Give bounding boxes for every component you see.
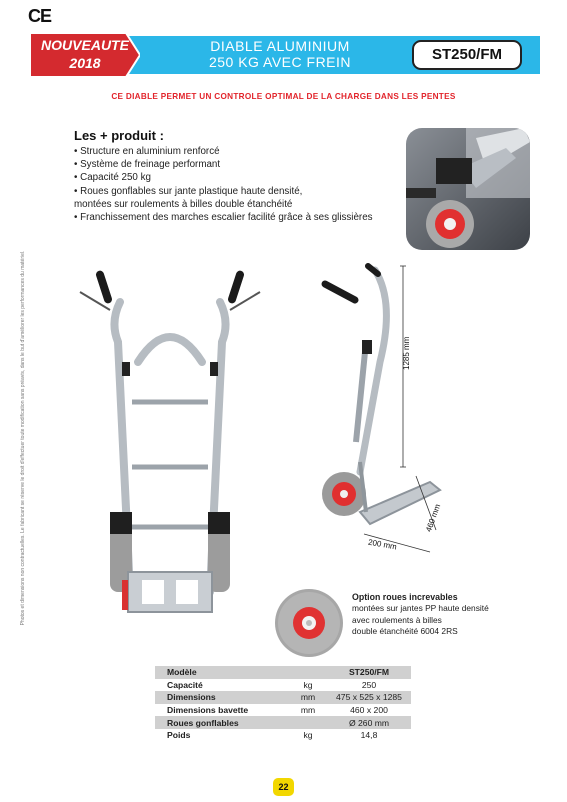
- table-cell: mm: [289, 691, 327, 704]
- feature-item: • Système de freinage performant: [74, 159, 221, 171]
- table-cell: Poids: [155, 729, 289, 742]
- table-cell: Dimensions bavette: [155, 704, 289, 717]
- table-cell: 250: [327, 679, 411, 692]
- features-title: Les + produit :: [74, 128, 164, 143]
- dimension-width-label: 200 mm: [367, 537, 398, 552]
- title-line2: 250 KG AVEC FREIN: [208, 54, 352, 70]
- table-cell: ST250/FM: [327, 666, 411, 679]
- table-cell: 475 x 525 x 1285: [327, 691, 411, 704]
- dimension-depth-label: 460 mm: [424, 502, 443, 534]
- table-cell: Ø 260 mm: [327, 716, 411, 729]
- model-box: ST250/FM: [412, 40, 522, 70]
- table-cell: Modèle: [155, 666, 289, 679]
- table-row: [155, 691, 411, 704]
- table-cell: kg: [289, 679, 327, 692]
- nouveaute-badge: [30, 33, 140, 77]
- subtitle: CE DIABLE PERMET UN CONTROLE OPTIMAL DE LA CHARGE DANS LES PENTES: [111, 92, 456, 101]
- ce-mark: CE: [28, 6, 52, 26]
- badge-line1: NOUVEAUTE: [41, 37, 129, 53]
- table-cell: kg: [289, 729, 327, 742]
- feature-item: • Capacité 250 kg: [74, 172, 151, 184]
- disclaimer-text: Photos et dimensions non contractuelles. Le fabricant se réserve le droit d'effectuer toute modification sans préavis, dans le but d'améliorer les performances du matériel.: [20, 250, 26, 626]
- table-row: [155, 704, 411, 717]
- puncture-proof-wheel-image: [272, 586, 346, 660]
- badge-line2: 2018: [69, 55, 101, 71]
- product-title: [165, 38, 395, 70]
- side-disclaimer: [18, 200, 28, 680]
- option-title: Option roues increvables: [352, 592, 458, 602]
- title-line1: DIABLE ALUMINIUM: [210, 38, 350, 54]
- table-cell: 14,8: [327, 729, 411, 742]
- option-line: montées sur jantes PP haute densité: [352, 603, 489, 614]
- table-cell: Capacité: [155, 679, 289, 692]
- option-line: avec roulements à billes: [352, 614, 442, 625]
- dimension-height-label: 1285 mm: [402, 336, 411, 370]
- table-row: [155, 716, 411, 729]
- table-cell: 460 x 200: [327, 704, 411, 717]
- features-list: [74, 145, 404, 224]
- option-line: double étanchéité 6004 2RS: [352, 626, 458, 637]
- table-row: [155, 679, 411, 692]
- feature-item: montées sur roulements à billes double étanchéité: [74, 198, 293, 210]
- table-cell: Dimensions: [155, 691, 289, 704]
- page-number: 22: [273, 778, 294, 796]
- feature-item: • Roues gonflables sur jante plastique haute densité,: [74, 185, 303, 197]
- wheel-option-text: [352, 592, 532, 638]
- table-header-row: [155, 666, 411, 679]
- table-cell: [289, 716, 327, 729]
- table-cell: mm: [289, 704, 327, 717]
- spec-table: [155, 666, 411, 742]
- feature-item: • Franchissement des marches escalier facilité grâce à ses glissières: [74, 212, 373, 224]
- table-cell: [289, 666, 327, 679]
- trolley-front-view: [70, 262, 270, 622]
- table-row: [155, 729, 411, 742]
- brake-detail-photo: [406, 128, 530, 250]
- feature-item: • Structure en aluminium renforcé: [74, 146, 220, 157]
- table-cell: Roues gonflables: [155, 716, 289, 729]
